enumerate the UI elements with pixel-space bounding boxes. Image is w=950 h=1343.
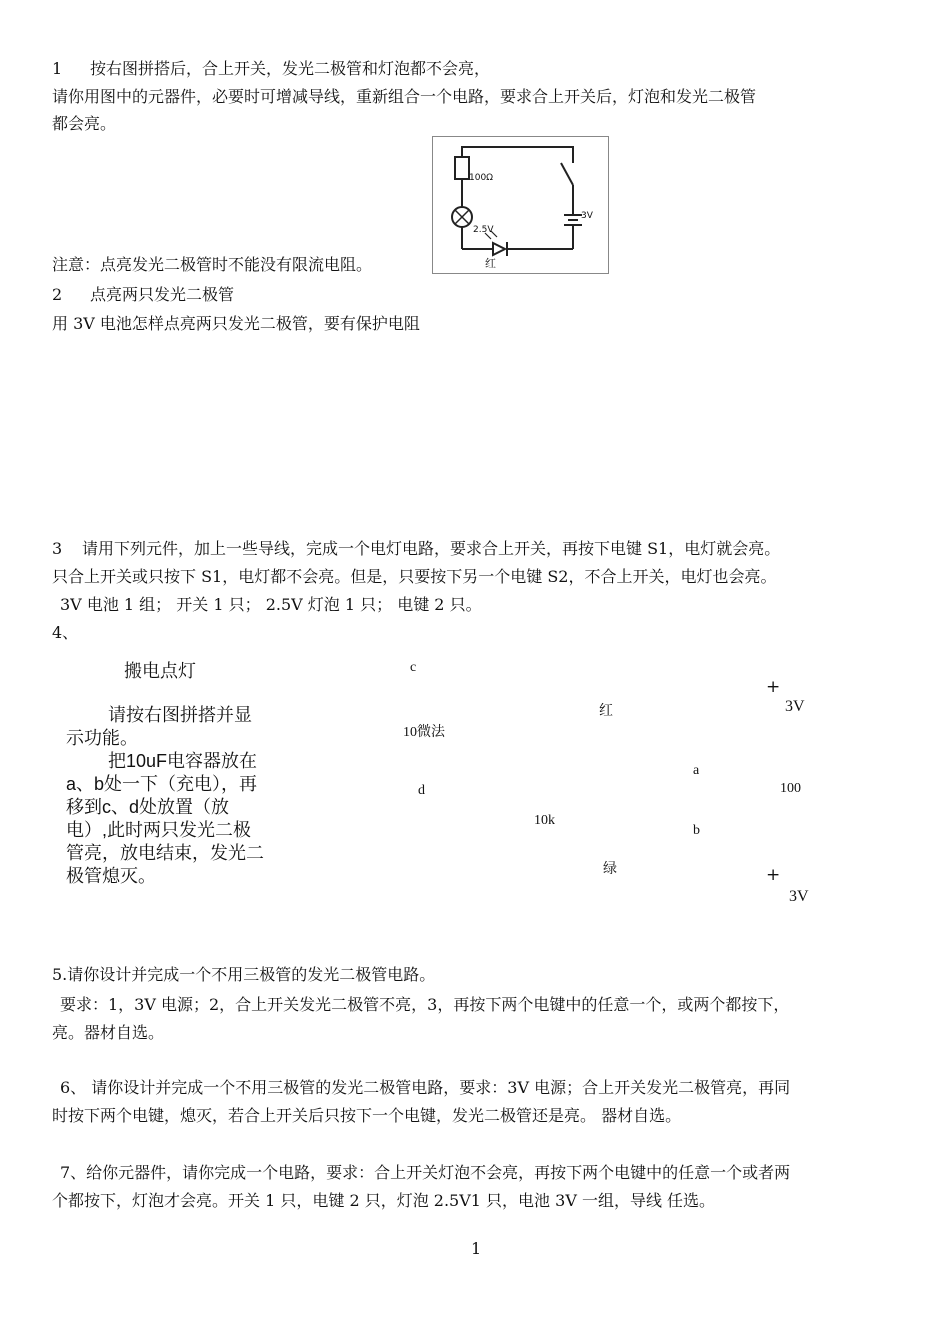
q1-line1: [52, 58, 490, 80]
q3-line3: 3V 电池 1 组； 开关 1 只； 2.5V 灯泡 1 只； 电键 2 只。: [60, 595, 482, 614]
label-d: d: [418, 783, 425, 798]
q7-line2: 个都按下，灯泡才会亮。开关 1 只，电键 2 只，灯泡 2.5V1 只，电池 3V 一组，导线 任选。: [52, 1191, 716, 1210]
switch-symbol: [561, 163, 573, 185]
q3-number: 3: [52, 539, 63, 558]
q3-line2: 只合上开关或只按下 S1，电灯都不会亮。但是，只要按下另一个电键 S2，不合上开关，电灯也会亮。: [52, 567, 777, 586]
q5-line2: 要求：1，3V 电源；2，合上开关发光二极管不亮，3，再按下两个电键中的任意一个，或两个都按下，: [60, 995, 790, 1014]
resistor-symbol: [455, 157, 469, 179]
bulb-label: 2.5V: [473, 225, 494, 235]
label-b: b: [693, 823, 700, 838]
q7-line1: 7、给你元器件，请你完成一个电路，要求：合上开关灯泡不会亮，再按下两个电键中的任意一个或者两: [60, 1163, 791, 1182]
q1-line3: 都会亮。: [52, 114, 117, 133]
q2-title: 点亮两只发光二极管: [90, 285, 235, 304]
q1-text1: 按右图拼搭后，合上开关，发光二极管和灯泡都不会亮，: [90, 59, 491, 78]
label-3v-bottom: 3V: [789, 888, 809, 905]
q6-line1: 6、 请你设计并完成一个不用三极管的发光二极管电路，要求：3V 电源；合上开关发光二极管亮，再同: [60, 1078, 791, 1097]
top-wire: [462, 147, 573, 157]
label-red: 红: [599, 704, 613, 719]
label-10k: 10k: [534, 813, 555, 828]
q6-line2: 时按下两个电键，熄灭，若合上开关后只按下一个电键，发光二极管还是亮。 器材自选。: [52, 1106, 682, 1125]
q5-line1: 5.请你设计并完成一个不用三极管的发光二极管电路。: [52, 965, 436, 984]
q2-line1: 用 3V 电池怎样点亮两只发光二极管，要有保护电阻: [52, 314, 420, 333]
q5-line3: 亮。器材自选。: [52, 1023, 165, 1042]
label-plus-top: +: [766, 677, 781, 697]
label-green: 绿: [603, 862, 617, 877]
label-plus-bottom: +: [766, 865, 781, 885]
q1-circuit-diagram: [432, 136, 609, 274]
q4-description: [66, 704, 266, 888]
q3-text1: 请用下列元件，加上一些导线，完成一个电灯电路，要求合上开关，再按下电键 S1，电灯就会亮。: [82, 539, 781, 558]
q4-desc-p1: 请按右图拼搭并显示功能。: [66, 705, 252, 748]
q3-line1: [52, 538, 780, 560]
label-c: c: [410, 660, 417, 675]
q2-title-line: [52, 284, 234, 306]
label-100: 100: [780, 781, 801, 796]
q1-number: 1: [52, 59, 63, 78]
resistor-label: 100Ω: [469, 173, 494, 183]
q4-number: 4、: [52, 623, 79, 642]
label-capacitor: 10微法: [403, 725, 445, 740]
led-label: 红: [485, 257, 496, 270]
label-a: a: [693, 763, 700, 778]
q2-number: 2: [52, 285, 63, 304]
q4-title: 搬电点灯: [124, 661, 196, 682]
battery-label: 3V: [581, 211, 593, 221]
page-number: 1: [471, 1239, 482, 1258]
q4-desc-p2: 把10uF电容器放在a、b处一下（充电），再移到c、d处放置（放电）,此时两只发光二极管亮，放电结束，发光二极管熄灭。: [66, 751, 264, 886]
label-3v-top: 3V: [785, 698, 805, 715]
led-symbol: [493, 243, 505, 255]
q1-line2: 请你用图中的元器件，必要时可增减导线，重新组合一个电路，要求合上开关后，灯泡和发光二极管: [52, 87, 757, 106]
q1-note: 注意：点亮发光二极管时不能没有限流电阻。: [52, 255, 373, 274]
